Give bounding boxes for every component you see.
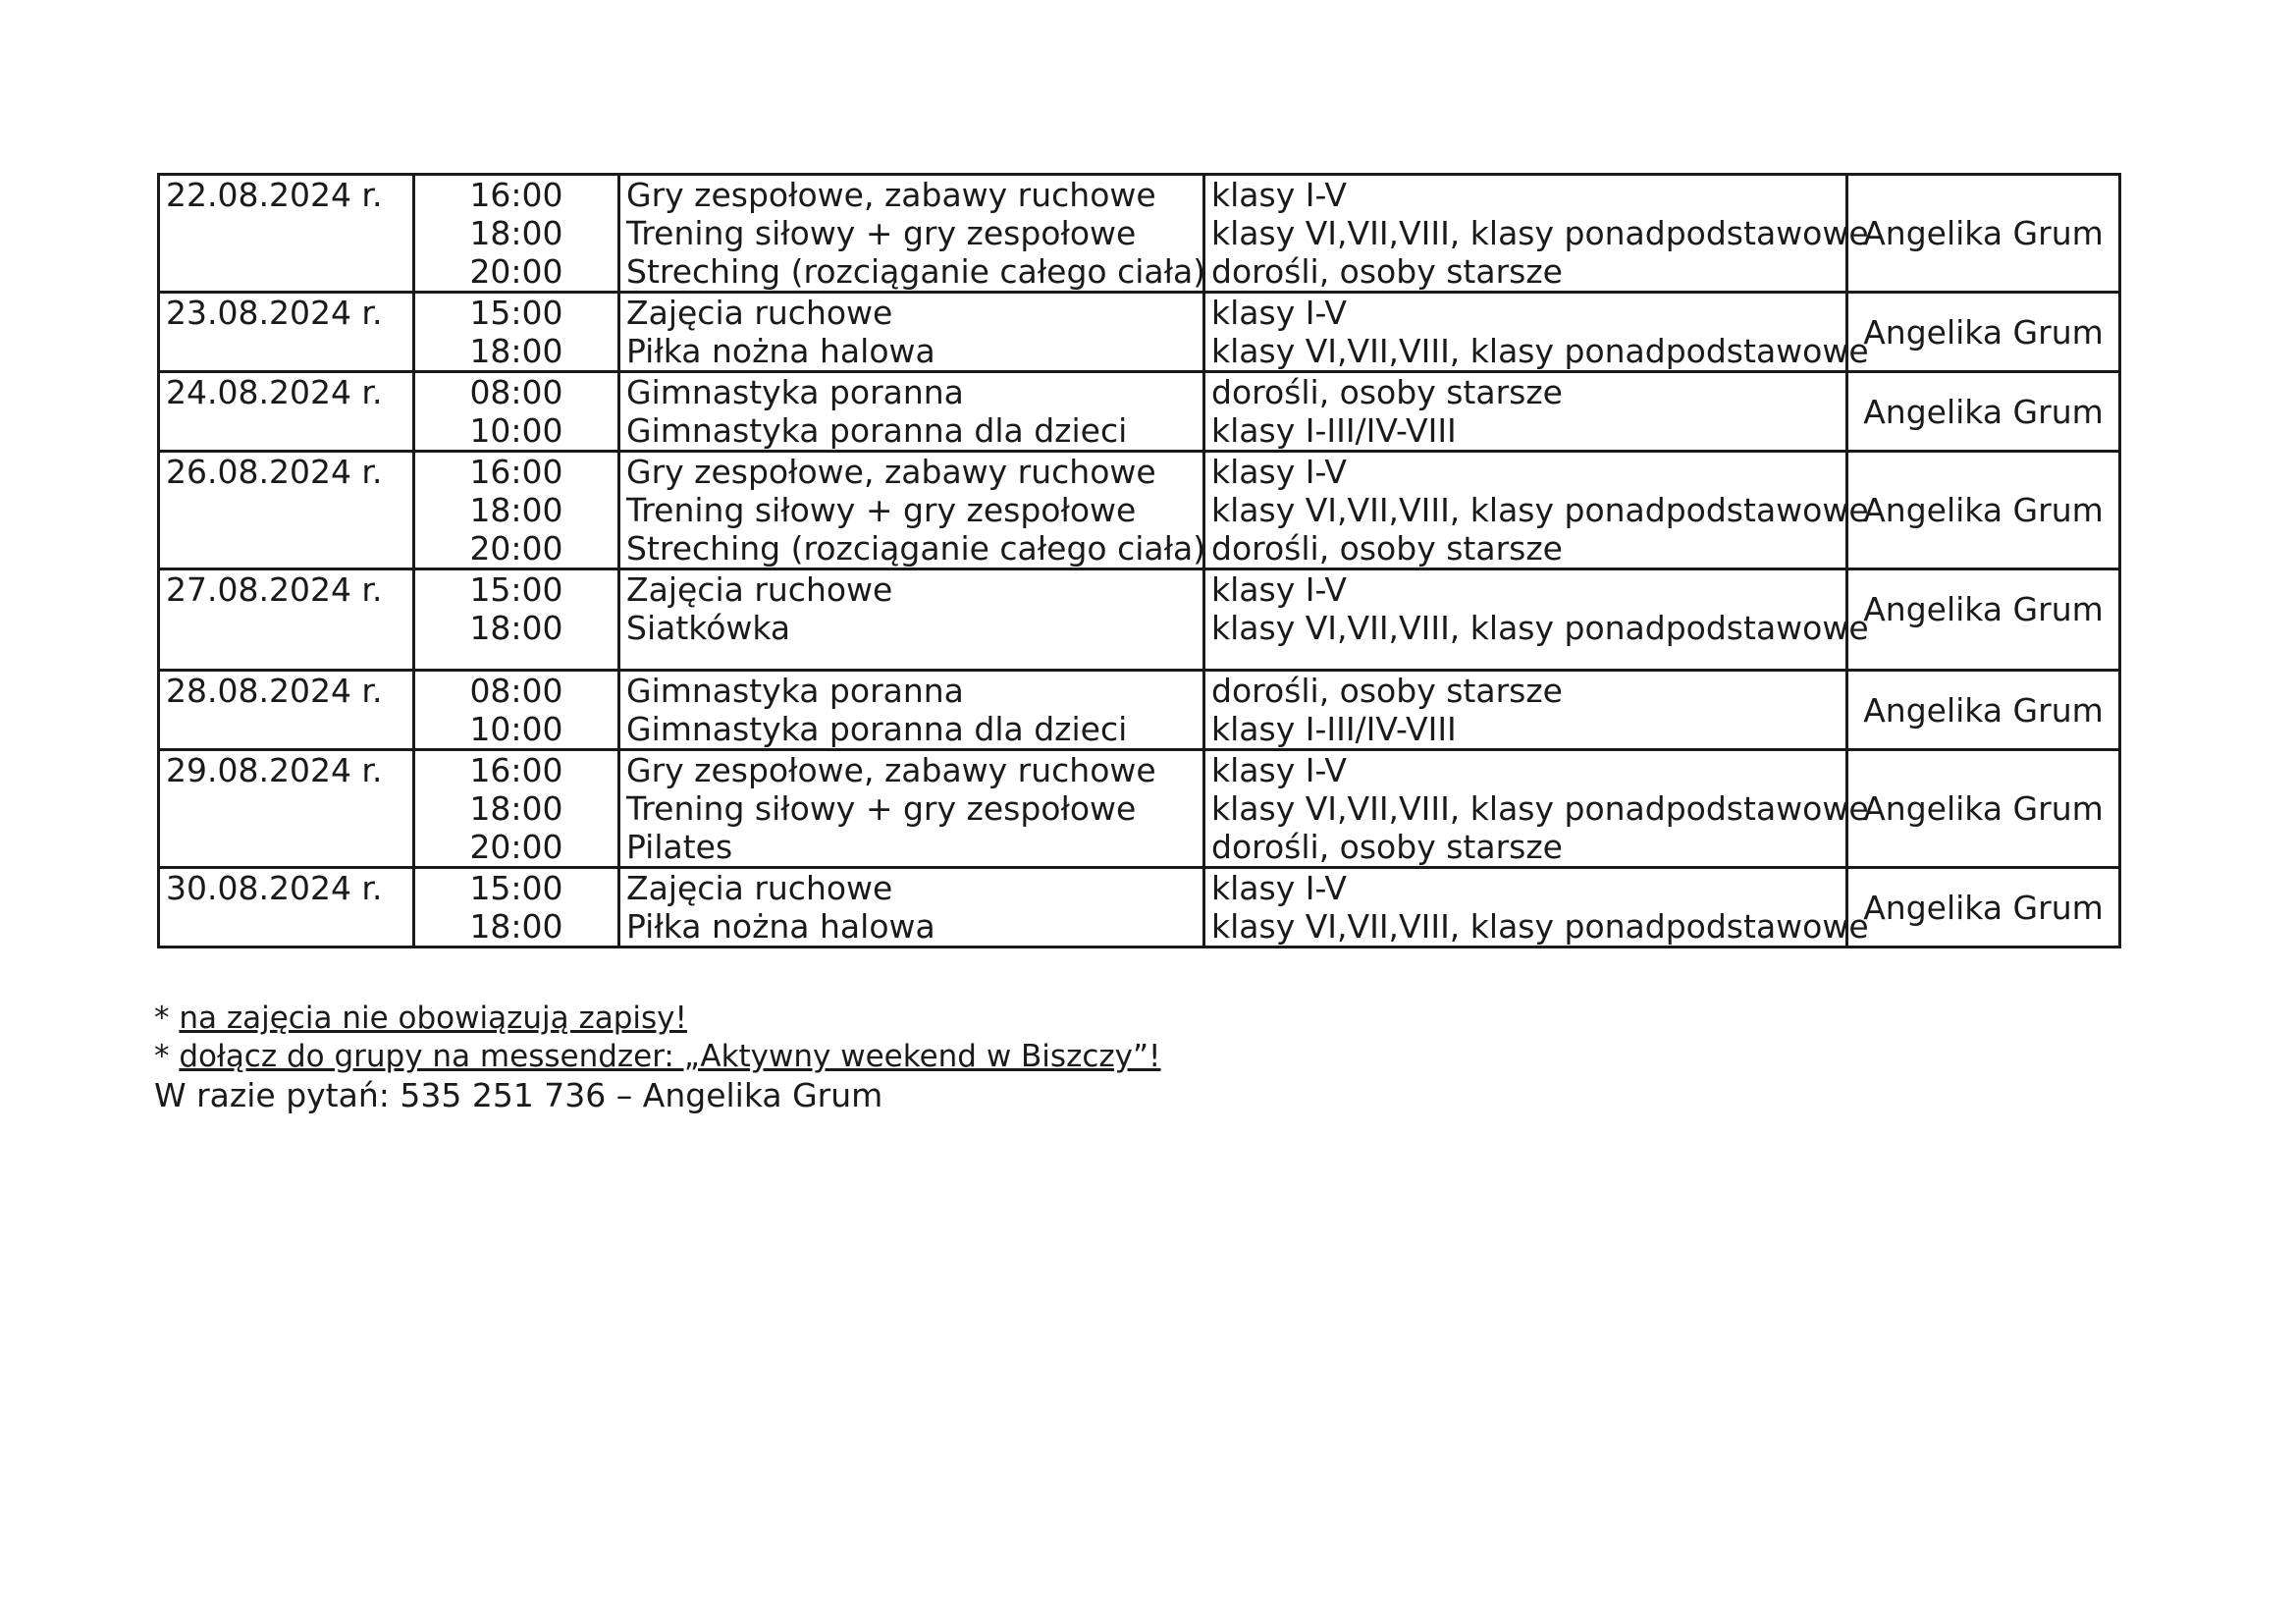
schedule-row xyxy=(159,569,2120,671)
time-text: 20:00 xyxy=(469,252,563,291)
time-text: 08:00 xyxy=(469,672,563,710)
time-text: 16:00 xyxy=(469,751,563,789)
group-text: klasy VI,VII,VIII, klasy ponadpodstawowe xyxy=(1211,491,1869,529)
activity-text: Piłka nożna halowa xyxy=(626,332,935,370)
note-text: na zajęcia nie obowiązują zapisy! xyxy=(179,1001,687,1036)
date-cell xyxy=(159,868,414,947)
instructor-cell xyxy=(1847,372,2120,452)
group-text: klasy I-V xyxy=(1211,869,1347,907)
instructor-name: Angelika Grum xyxy=(1863,888,2104,927)
group-text: klasy VI,VII,VIII, klasy ponadpodstawowe xyxy=(1211,907,1869,946)
group-text: dorośli, osoby starsze xyxy=(1211,252,1563,291)
group-cell xyxy=(1204,293,1869,372)
schedule-row xyxy=(159,452,2120,569)
time-text: 20:00 xyxy=(469,529,563,568)
note-asterisk: * xyxy=(154,1001,180,1036)
schedule-row xyxy=(159,175,2120,293)
group-text: klasy I-III/IV-VIII xyxy=(1211,411,1457,450)
date-text: 22.08.2024 r. xyxy=(166,176,383,214)
time-text: 16:00 xyxy=(469,453,563,491)
time-cell xyxy=(414,293,619,372)
activity-cell xyxy=(619,175,1204,293)
date-text: 29.08.2024 r. xyxy=(166,751,383,789)
group-cell xyxy=(1204,372,1847,452)
group-text: klasy VI,VII,VIII, klasy ponadpodstawowe xyxy=(1211,609,1869,647)
date-text: 30.08.2024 r. xyxy=(166,869,383,907)
schedule-table xyxy=(157,173,2121,948)
group-text: klasy I-V xyxy=(1211,570,1347,609)
time-text: 18:00 xyxy=(469,332,563,370)
group-text: klasy VI,VII,VIII, klasy ponadpodstawowe xyxy=(1211,789,1869,828)
note-messenger-group xyxy=(154,1038,1161,1076)
time-text: 20:00 xyxy=(469,828,563,866)
date-cell xyxy=(159,452,414,569)
group-text: klasy I-V xyxy=(1211,751,1347,789)
activity-text: Streching (rozciąganie całego ciała) xyxy=(626,529,1206,568)
instructor-name: Angelika Grum xyxy=(1863,789,2104,828)
footer-notes xyxy=(154,1000,1161,1114)
instructor-cell xyxy=(1847,175,2120,293)
instructor-name: Angelika Grum xyxy=(1863,589,2104,628)
note-no-registration xyxy=(154,1000,1161,1038)
group-cell xyxy=(1204,868,1869,947)
date-text: 23.08.2024 r. xyxy=(166,294,383,332)
group-text: dorośli, osoby starsze xyxy=(1211,529,1563,568)
activity-text: Pilates xyxy=(626,828,733,866)
instructor-cell xyxy=(1847,293,2120,372)
time-text: 18:00 xyxy=(469,214,563,252)
activity-text: Trening siłowy + gry zespołowe xyxy=(626,789,1137,828)
instructor-name: Angelika Grum xyxy=(1863,392,2104,431)
activity-text: Gry zespołowe, zabawy ruchowe xyxy=(626,751,1156,789)
group-cell xyxy=(1204,452,1869,569)
time-cell xyxy=(414,569,619,671)
activity-text: Zajęcia ruchowe xyxy=(626,294,893,332)
time-cell xyxy=(414,868,619,947)
time-cell xyxy=(414,671,619,750)
group-text: klasy I-III/IV-VIII xyxy=(1211,710,1457,748)
time-cell xyxy=(414,452,619,569)
instructor-name: Angelika Grum xyxy=(1863,491,2104,529)
time-text: 15:00 xyxy=(469,294,563,332)
date-text: 28.08.2024 r. xyxy=(166,672,383,710)
time-text: 18:00 xyxy=(469,789,563,828)
group-text: klasy I-V xyxy=(1211,294,1347,332)
instructor-cell xyxy=(1847,671,2120,750)
instructor-name: Angelika Grum xyxy=(1863,690,2104,730)
note-asterisk: * xyxy=(154,1039,180,1074)
instructor-cell xyxy=(1847,452,2120,569)
group-cell xyxy=(1204,569,1869,671)
group-text: klasy I-V xyxy=(1211,176,1347,214)
time-cell xyxy=(414,750,619,868)
group-text: klasy VI,VII,VIII, klasy ponadpodstawowe xyxy=(1211,214,1869,252)
time-text: 18:00 xyxy=(469,491,563,529)
date-cell xyxy=(159,175,414,293)
time-cell xyxy=(414,175,619,293)
date-text: 24.08.2024 r. xyxy=(166,373,383,411)
activity-text: Zajęcia ruchowe xyxy=(626,869,893,907)
date-cell xyxy=(159,293,414,372)
time-text: 15:00 xyxy=(469,570,563,609)
group-text: dorośli, osoby starsze xyxy=(1211,672,1563,710)
date-text: 26.08.2024 r. xyxy=(166,453,383,491)
date-cell xyxy=(159,569,414,671)
group-cell xyxy=(1204,671,1847,750)
date-text: 27.08.2024 r. xyxy=(166,570,383,609)
instructor-name: Angelika Grum xyxy=(1863,312,2104,352)
date-cell xyxy=(159,372,414,452)
activity-text: Gry zespołowe, zabawy ruchowe xyxy=(626,176,1156,214)
instructor-cell xyxy=(1847,569,2120,671)
activity-text: Gimnastyka poranna xyxy=(626,672,964,710)
date-cell xyxy=(159,671,414,750)
contact-info: W razie pytań: 535 251 736 – Angelika Grum xyxy=(154,1076,883,1114)
group-cell xyxy=(1204,750,1869,868)
group-text: dorośli, osoby starsze xyxy=(1211,373,1563,411)
activity-text: Gimnastyka poranna dla dzieci xyxy=(626,710,1128,748)
activity-text: Gimnastyka poranna dla dzieci xyxy=(626,411,1128,450)
time-text: 15:00 xyxy=(469,869,563,907)
note-text: dołącz do grupy na messendzer: „Aktywny weekend w Biszczy”! xyxy=(179,1039,1161,1074)
schedule-row xyxy=(159,372,2120,452)
activity-text: Trening siłowy + gry zespołowe xyxy=(626,491,1137,529)
activity-cell xyxy=(619,452,1204,569)
activity-cell xyxy=(619,671,1204,750)
activity-text: Zajęcia ruchowe xyxy=(626,570,893,609)
activity-cell xyxy=(619,868,1204,947)
schedule-row xyxy=(159,671,2120,750)
group-text: klasy I-V xyxy=(1211,453,1347,491)
activity-text: Streching (rozciąganie całego ciała) xyxy=(626,252,1206,291)
activity-cell xyxy=(619,372,1204,452)
activity-text: Piłka nożna halowa xyxy=(626,907,935,946)
schedule-row xyxy=(159,868,2120,947)
activity-text: Gry zespołowe, zabawy ruchowe xyxy=(626,453,1156,491)
time-text: 08:00 xyxy=(469,373,563,411)
time-cell xyxy=(414,372,619,452)
date-cell xyxy=(159,750,414,868)
group-text: klasy VI,VII,VIII, klasy ponadpodstawowe xyxy=(1211,332,1869,370)
time-text: 18:00 xyxy=(469,609,563,647)
schedule-body xyxy=(159,175,2120,947)
schedule-row xyxy=(159,750,2120,868)
activity-text: Siatkówka xyxy=(626,609,791,647)
group-cell xyxy=(1204,175,1869,293)
instructor-cell xyxy=(1847,750,2120,868)
time-text: 10:00 xyxy=(469,411,563,450)
schedule-row xyxy=(159,293,2120,372)
time-text: 16:00 xyxy=(469,176,563,214)
activity-cell xyxy=(619,569,1204,671)
activity-text: Gimnastyka poranna xyxy=(626,373,964,411)
instructor-cell xyxy=(1847,868,2120,947)
group-text: dorośli, osoby starsze xyxy=(1211,828,1563,866)
activity-cell xyxy=(619,750,1204,868)
time-text: 10:00 xyxy=(469,710,563,748)
instructor-name: Angelika Grum xyxy=(1863,214,2104,252)
activity-text: Trening siłowy + gry zespołowe xyxy=(626,214,1137,252)
time-text: 18:00 xyxy=(469,907,563,946)
activity-cell xyxy=(619,293,1204,372)
